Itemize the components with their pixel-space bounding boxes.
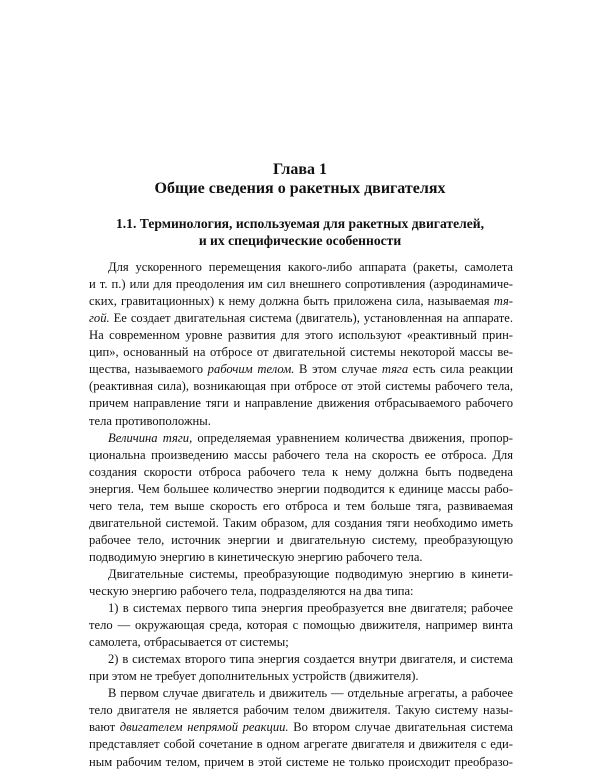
text-segment: В этом случае xyxy=(294,362,382,377)
text-line xyxy=(89,549,513,566)
text-segment: Для ускоренного перемещения какого-либо аппарата (ракеты, самолета xyxy=(108,260,513,274)
text-segment: рабочее тело, источник энергии и двигательную систему, преобразующую xyxy=(89,532,513,547)
text-segment: 2) в системах второго типа энергия создается внутри двигателя, и система xyxy=(108,652,513,667)
text-segment: причем направление тяги и направление движения отбрасываемого рабочего xyxy=(89,396,513,411)
text-segment: тело двигателя не является рабочим телом движителя. Такую систему назы- xyxy=(89,703,513,718)
text-line xyxy=(89,736,513,753)
text-segment: и т. п.) или для преодоления им сил внешнего сопротивления (аэродинамиче- xyxy=(89,277,513,292)
text-segment: ным рабочим телом, причем в этой системе не только происходит преобразо- xyxy=(89,754,513,769)
text-segment: 1) в системах первого типа энергия преобразуется вне двигателя; рабочее xyxy=(108,601,513,615)
text-line xyxy=(89,293,513,310)
text-line xyxy=(89,361,513,378)
text-segment: создания скорости отброса рабочего тела к нему должна быть подведена xyxy=(89,464,513,479)
text-line xyxy=(89,378,513,395)
text-line xyxy=(89,395,513,412)
text-line xyxy=(89,276,513,293)
text-line xyxy=(89,754,513,771)
text-segment: при этом не требует дополнительных устройств (движителя). xyxy=(89,669,419,684)
section-heading-line-1: 1.1. Терминология, используемая для ракетных двигателей, xyxy=(115,216,484,231)
italic-term: тя- xyxy=(493,294,513,309)
text-line xyxy=(89,719,513,736)
text-segment: двигательной системой. Таким образом, для создания тяги необходимо иметь xyxy=(89,515,513,530)
text-line xyxy=(89,634,513,651)
italic-term: тяга xyxy=(381,362,409,377)
text-segment: вают xyxy=(89,720,120,735)
chapter-title: Общие сведения о ракетных двигателях xyxy=(154,180,446,197)
text-segment: ских, гравитационных) к нему должна быть приложена сила, называемая xyxy=(89,294,494,309)
text-segment: Ее создает двигательная система (двигатель), установленная на аппарате. xyxy=(109,311,513,326)
section-heading-line-2: и их специфические особенности xyxy=(198,233,402,248)
text-segment: ческую энергию рабочего тела, подразделяются на два типа: xyxy=(89,584,414,598)
italic-term: двигателем непрямой реакции. xyxy=(119,720,289,735)
text-segment: тело — окружающая среда, которая с помощью движителя, например винта xyxy=(89,618,513,632)
text-line xyxy=(89,327,513,344)
text-segment: Двигательные системы, преобразующие подводимую энергию в кинети- xyxy=(108,566,513,581)
italic-term: рабочим телом. xyxy=(207,362,295,377)
text-line xyxy=(108,651,513,668)
text-line xyxy=(89,464,513,481)
text-segment: В первом случае двигатель и движитель — отдельные агрегаты, а рабочее xyxy=(108,686,513,701)
text-line xyxy=(89,617,513,634)
text-segment: представляет собой сочетание в одном агрегате двигателя и движителя с еди- xyxy=(89,737,513,752)
text-segment: цип», основанный на отбросе от двигательной системы некоторой массы ве- xyxy=(89,345,513,360)
text-segment: На современном уровне развития для этого используют «реактивный прин- xyxy=(89,328,513,343)
text-line xyxy=(108,600,513,617)
text-line xyxy=(89,447,513,464)
text-line xyxy=(89,532,513,549)
text-line xyxy=(89,481,513,498)
italic-term: Величина тяги, xyxy=(108,430,193,445)
text-line xyxy=(89,310,513,327)
text-line xyxy=(108,685,513,702)
text-line xyxy=(89,344,513,361)
italic-term: гой. xyxy=(89,311,110,326)
text-segment: тела противоположны. xyxy=(89,413,211,428)
text-line xyxy=(108,430,513,447)
text-segment: определяемая уравнением количества движения, пропор- xyxy=(192,430,513,445)
text-line xyxy=(89,702,513,719)
text-segment: энергия. Чем большее количество энергии подводится к единице массы рабо- xyxy=(89,481,513,496)
text-line xyxy=(89,668,513,685)
text-line xyxy=(89,413,513,430)
text-segment: подводимую энергию в кинетическую энергию рабочего тела. xyxy=(89,549,423,564)
text-segment: Во втором случае двигательная система xyxy=(288,720,514,735)
text-segment: чего тела, тем выше скорость его отброса и тем больше тяга, развиваемая xyxy=(89,498,513,513)
text-line xyxy=(89,498,513,515)
text-segment: самолета, отбрасывается от системы; xyxy=(89,635,289,650)
text-line xyxy=(108,259,513,276)
text-segment: (реактивная сила), возникающая при отбросе от этой системы рабочего тела, xyxy=(89,379,513,394)
text-segment: есть сила реакции xyxy=(408,362,513,377)
text-segment: циональна произведению массы рабочего тела на скорость ее отброса. Для xyxy=(89,447,513,462)
text-segment: щества, называемого xyxy=(89,362,208,377)
chapter-number: Глава 1 xyxy=(273,161,327,178)
text-line xyxy=(89,515,513,532)
text-line xyxy=(89,583,513,600)
text-line xyxy=(108,566,513,583)
